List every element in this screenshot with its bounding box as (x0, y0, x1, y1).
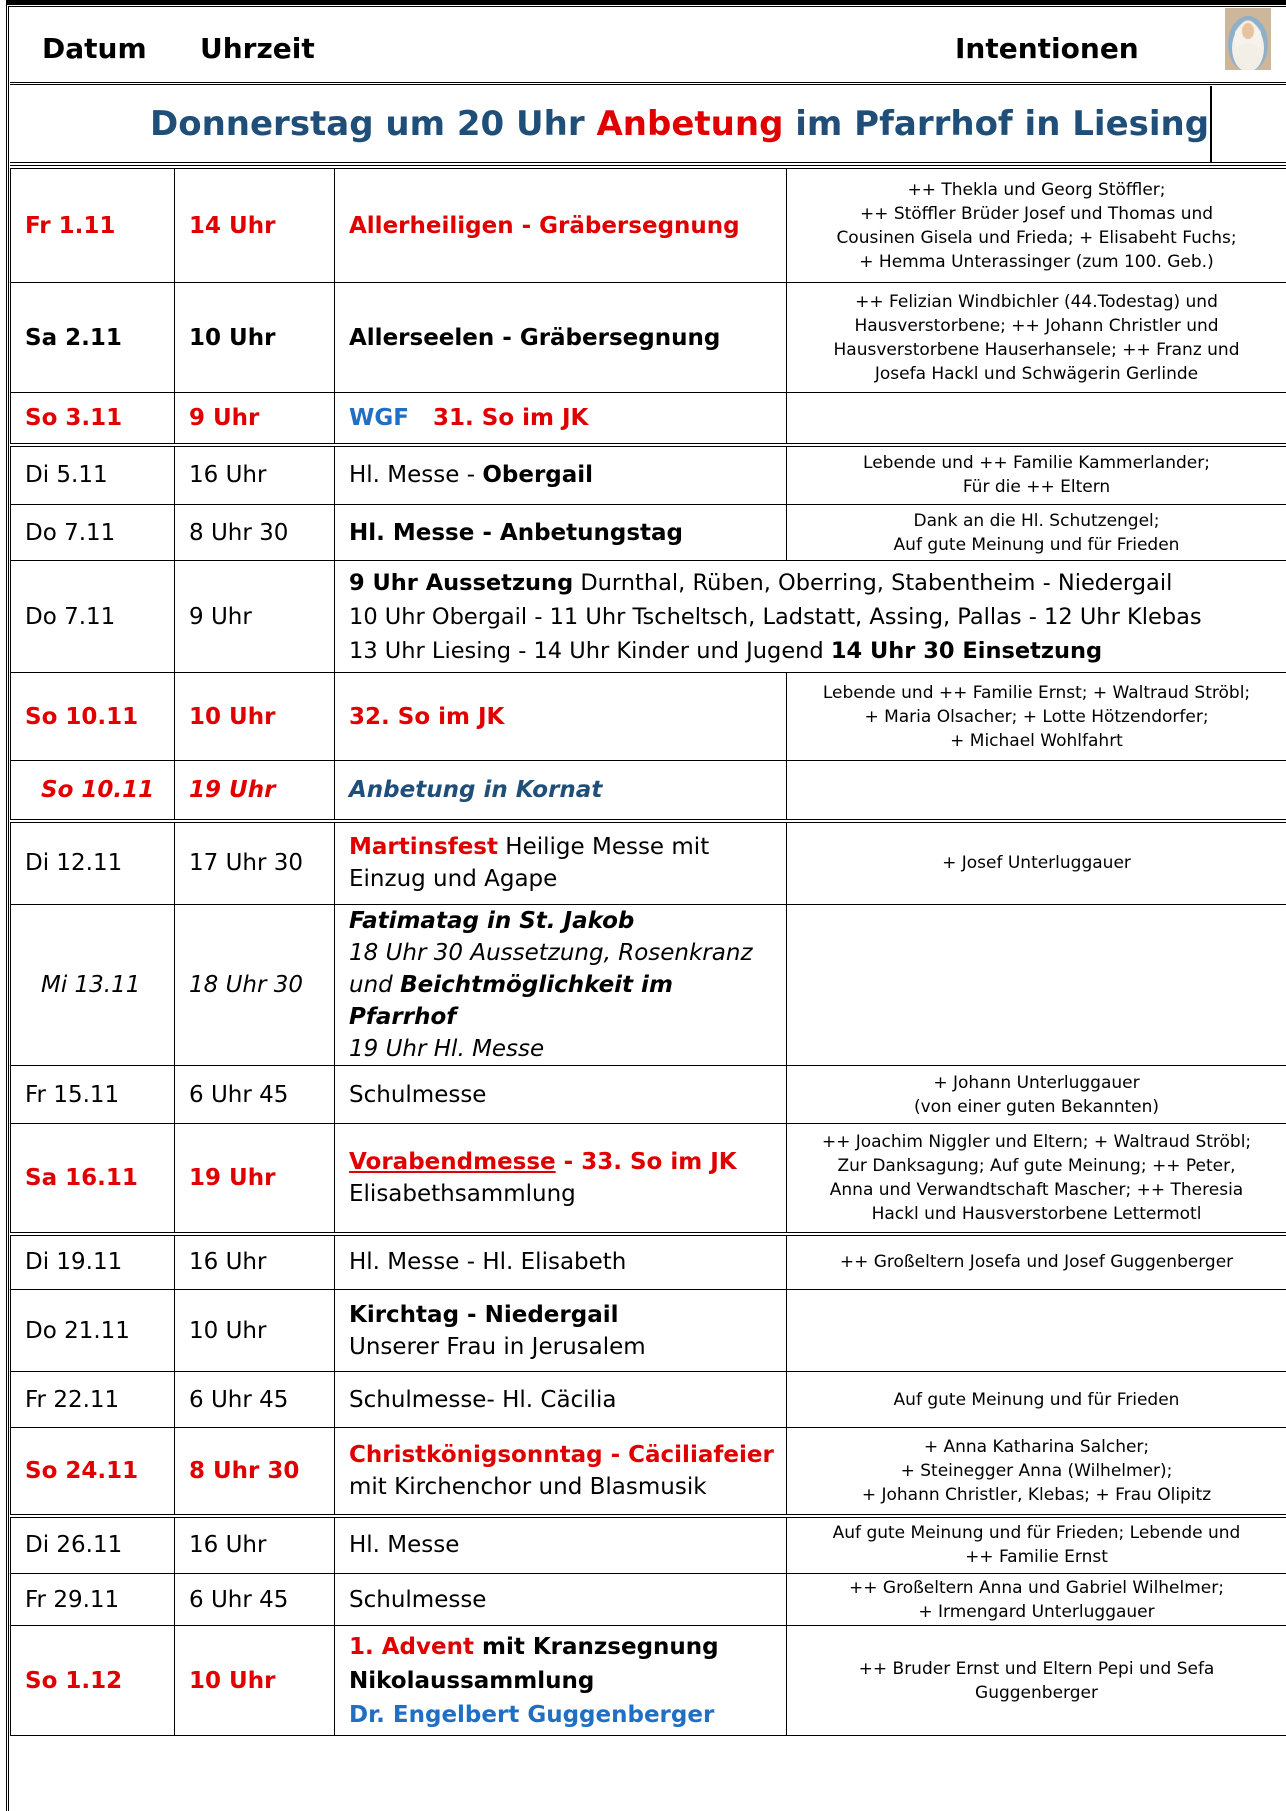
time-cell: 6 Uhr 45 (175, 1372, 335, 1428)
table-row (11, 169, 1286, 283)
event-line: Fatimatag in St. Jakob (349, 908, 635, 934)
event-cell (335, 561, 1286, 673)
time-cell: 6 Uhr 45 (175, 1066, 335, 1124)
intention-line: + Anna Katharina Salcher; (923, 1436, 1150, 1457)
time-cell: 16 Uhr (175, 445, 335, 505)
intention-line: Lebende und ++ Familie Kammerlander; (863, 453, 1210, 474)
time-cell: 10 Uhr (175, 1626, 335, 1736)
date-cell: Sa 16.11 (11, 1124, 175, 1234)
event-sunday: 31. So im JK (433, 404, 589, 431)
event-text: Unserer Frau in Jerusalem (349, 1333, 646, 1360)
time-cell: 10 Uhr (175, 1290, 335, 1372)
intention-line: ++ Stöffler Brüder Josef und Thomas und (859, 203, 1214, 224)
intentions-cell (787, 169, 1286, 283)
event-cell: Schulmesse (335, 1066, 787, 1124)
intention-line: + Hemma Unterassinger (zum 100. Geb.) (859, 251, 1214, 272)
table-row (11, 1626, 1286, 1736)
event-cell (335, 1626, 787, 1736)
column-header-row (10, 10, 1286, 85)
intention-line: + Steinegger Anna (Wilhelmer); (900, 1460, 1173, 1481)
intention-line: + Michael Wohlfahrt (950, 730, 1123, 751)
event-cell: Allerseelen - Gräbersegnung (335, 283, 787, 393)
event-cell (335, 821, 787, 905)
service-table (10, 168, 1286, 1736)
table-row (11, 1234, 1286, 1290)
time-cell: 19 Uhr (175, 1124, 335, 1234)
date-cell: Fr 1.11 (11, 169, 175, 283)
event-cell: Schulmesse- Hl. Cäcilia (335, 1372, 787, 1428)
intentions-cell (787, 1428, 1286, 1516)
intention-line: + Josef Unterluggauer (942, 853, 1131, 874)
event-text: Durnthal, Rüben, Oberring, Stabentheim - Niedergail (573, 569, 1173, 596)
header-intentionen: Intentionen (955, 32, 1139, 65)
intentions-cell (787, 905, 1286, 1066)
intention-line: ++ Bruder Ernst und Eltern Pepi und Sefa (858, 1658, 1215, 1679)
event-text: mit Kirchenchor und Blasmusik (349, 1473, 707, 1500)
table-row (11, 393, 1286, 445)
event-cell: Schulmesse (335, 1574, 787, 1626)
table-row (11, 505, 1286, 561)
banner-part1: Donnerstag um 20 Uhr (150, 104, 585, 144)
intentions-cell (787, 1516, 1286, 1574)
event-cell (335, 445, 787, 505)
intention-line: Hausverstorbene Hauserhansele; ++ Franz und (833, 339, 1240, 360)
intention-line: ++ Großeltern Anna und Gabriel Wilhelmer; (849, 1577, 1224, 1598)
event-text: Nikolaussammlung (349, 1667, 595, 1694)
banner-text (150, 104, 1209, 144)
intention-line: Anna und Verwandtschaft Mascher; ++ Theresia (829, 1179, 1244, 1200)
event-cell: Hl. Messe - Hl. Elisabeth (335, 1234, 787, 1290)
event-bold: 9 Uhr Aussetzung (349, 569, 574, 596)
date-cell: Sa 2.11 (11, 283, 175, 393)
date-cell: Do 7.11 (11, 505, 175, 561)
table-row (11, 1574, 1286, 1626)
intentions-cell (787, 505, 1286, 561)
table-row (11, 905, 1286, 1066)
banner-highlight: Anbetung (596, 104, 784, 144)
intention-line: Cousinen Gisela und Frieda; + Elisabeht Fuchs; (836, 227, 1237, 248)
event-cell: Hl. Messe (335, 1516, 787, 1574)
event-place: Obergail (482, 462, 594, 489)
intentions-cell (787, 1234, 1286, 1290)
intention-line: Hausverstorbene; ++ Johann Christler und (854, 315, 1219, 336)
intention-line: (von einer guten Bekannten) (913, 1096, 1160, 1117)
date-cell: So 10.11 (11, 761, 175, 821)
event-line: 19 Uhr Hl. Messe (349, 1036, 545, 1062)
event-text: Einzug und Agape (349, 866, 558, 893)
intention-line: ++ Thekla und Georg Stöffler; (907, 179, 1166, 200)
event-line (349, 566, 1286, 600)
time-cell: 9 Uhr (175, 561, 335, 673)
event-cell (335, 1428, 787, 1516)
intention-line: Zur Danksagung; Auf gute Meinung; ++ Peter, (837, 1155, 1236, 1176)
date-cell: Do 21.11 (11, 1290, 175, 1372)
event-line: 10 Uhr Obergail - 11 Uhr Tscheltsch, Ladstatt, Assing, Pallas - 12 Uhr Klebas (349, 603, 1202, 630)
time-cell: 9 Uhr (175, 393, 335, 445)
event-bold: Kirchtag - Niedergail (349, 1301, 619, 1328)
table-row (11, 1124, 1286, 1234)
intentions-cell (787, 393, 1286, 445)
intentions-cell (787, 1124, 1286, 1234)
event-text: Heilige Messe mit (497, 834, 710, 861)
table-row (11, 561, 1286, 673)
date-cell: Fr 22.11 (11, 1372, 175, 1428)
banner-image-box (1210, 86, 1286, 162)
event-cell (335, 905, 787, 1066)
intention-line: Auf gute Meinung und für Frieden; Lebende und (832, 1523, 1241, 1544)
intention-line: Dank an die Hl. Schutzengel; (913, 510, 1160, 531)
intentions-cell (787, 1372, 1286, 1428)
time-cell: 19 Uhr (175, 761, 335, 821)
top-border (6, 0, 1286, 4)
event-cell: Allerheiligen - Gräbersegnung (335, 169, 787, 283)
date-cell: Fr 15.11 (11, 1066, 175, 1124)
table-row (11, 1372, 1286, 1428)
date-cell: Di 5.11 (11, 445, 175, 505)
time-cell: 6 Uhr 45 (175, 1574, 335, 1626)
intention-line: ++ Felizian Windbichler (44.Todestag) und (855, 291, 1218, 312)
intentions-cell (787, 673, 1286, 761)
event-highlight: 1. Advent (349, 1633, 474, 1660)
event-cell (335, 1124, 787, 1234)
time-cell: 10 Uhr (175, 283, 335, 393)
date-cell: Di 12.11 (11, 821, 175, 905)
madonna-image (1225, 8, 1271, 70)
intention-line: Josefa Hackl und Schwägerin Gerlinde (874, 363, 1199, 384)
event-wgf: WGF (349, 404, 409, 431)
event-cell: Anbetung in Kornat (335, 761, 787, 821)
table-row (11, 1290, 1286, 1372)
intention-line: ++ Großeltern Josefa und Josef Guggenberger (839, 1252, 1234, 1273)
date-cell: So 10.11 (11, 673, 175, 761)
intention-line: ++ Joachim Niggler und Eltern; + Waltraud Ströbl; (821, 1131, 1252, 1152)
date-cell: So 1.12 (11, 1626, 175, 1736)
intention-line: + Johann Christler, Klebas; + Frau Olipitz (861, 1484, 1212, 1505)
intentions-cell (787, 445, 1286, 505)
event-celebrant: Dr. Engelbert Guggenberger (349, 1701, 715, 1728)
table-row (11, 821, 1286, 905)
table-row (11, 673, 1286, 761)
table-row (11, 445, 1286, 505)
event-text: Elisabethsammlung (349, 1180, 576, 1207)
header-datum: Datum (42, 32, 147, 65)
event-cell: 32. So im JK (335, 673, 787, 761)
event-highlight: Martinsfest (349, 834, 498, 861)
intention-line: + Irmengard Unterluggauer (918, 1601, 1155, 1622)
intentions-cell (787, 1626, 1286, 1736)
event-text: und (349, 972, 401, 998)
intention-line: + Johann Unterluggauer (933, 1072, 1140, 1093)
date-cell: So 3.11 (11, 393, 175, 445)
table-row (11, 1516, 1286, 1574)
adoration-banner (10, 86, 1286, 166)
date-cell: Di 19.11 (11, 1234, 175, 1290)
table-row (11, 283, 1286, 393)
event-line (349, 634, 1286, 668)
date-cell: Fr 29.11 (11, 1574, 175, 1626)
intentions-cell (787, 1290, 1286, 1372)
intention-line: Guggenberger (975, 1682, 1098, 1703)
intention-line: ++ Familie Ernst (965, 1547, 1108, 1568)
date-cell: So 24.11 (11, 1428, 175, 1516)
intention-line: Auf gute Meinung und für Frieden (893, 534, 1180, 555)
intention-line: Hackl und Hausverstorbene Lettermotl (871, 1203, 1202, 1224)
time-cell: 18 Uhr 30 (175, 905, 335, 1066)
intentions-cell (787, 1066, 1286, 1124)
event-text: 13 Uhr Liesing - 14 Uhr Kinder und Jugend (349, 637, 831, 664)
intention-line: Lebende und ++ Familie Ernst; + Waltraud Ströbl; (822, 682, 1251, 703)
event-text: mit Kranzsegnung (473, 1633, 719, 1660)
table-row (11, 1428, 1286, 1516)
time-cell: 10 Uhr (175, 673, 335, 761)
intentions-cell (787, 761, 1286, 821)
date-cell: Di 26.11 (11, 1516, 175, 1574)
event-bold: Beichtmöglichkeit im Pfarrhof (349, 972, 673, 1030)
intentions-cell (787, 1574, 1286, 1626)
intention-line: + Maria Olsacher; + Lotte Hötzendorfer; (864, 706, 1209, 727)
event-cell (335, 393, 787, 445)
event-highlight: Christkönigsonntag - Cäciliafeier (349, 1441, 774, 1468)
intentions-cell (787, 283, 1286, 393)
time-cell: 8 Uhr 30 (175, 1428, 335, 1516)
intentions-cell (787, 821, 1286, 905)
event-highlight: Vorabendmesse (349, 1148, 556, 1175)
intention-line: Für die ++ Eltern (962, 477, 1111, 498)
event-cell (335, 1290, 787, 1372)
time-cell: 16 Uhr (175, 1234, 335, 1290)
intention-line: Auf gute Meinung und für Frieden (893, 1389, 1180, 1410)
date-cell: Do 7.11 (11, 561, 175, 673)
header-uhrzeit: Uhrzeit (200, 32, 315, 65)
table-row (11, 1066, 1286, 1124)
time-cell: 8 Uhr 30 (175, 505, 335, 561)
date-cell: Mi 13.11 (11, 905, 175, 1066)
event-cell: Hl. Messe - Anbetungstag (335, 505, 787, 561)
time-cell: 16 Uhr (175, 1516, 335, 1574)
event-bold: 14 Uhr 30 Einsetzung (830, 637, 1103, 664)
event-text: - 33. So im JK (555, 1148, 737, 1175)
time-cell: 17 Uhr 30 (175, 821, 335, 905)
time-cell: 14 Uhr (175, 169, 335, 283)
event-text: Hl. Messe - (349, 462, 483, 489)
table-row (11, 761, 1286, 821)
event-line: 18 Uhr 30 Aussetzung, Rosenkranz (349, 940, 753, 966)
banner-part2: im Pfarrhof in Liesing (795, 104, 1210, 144)
